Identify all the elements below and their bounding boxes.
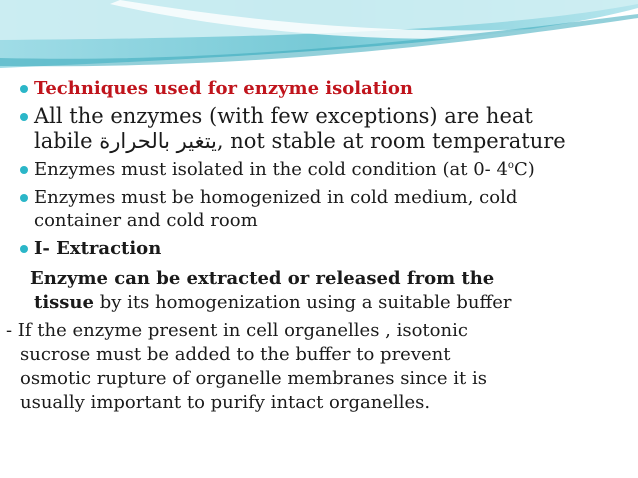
text-line: usually important to purify intact organelles. xyxy=(20,392,431,413)
text-line: Enzyme can be extracted or released from the xyxy=(30,268,495,289)
heading-techniques: Techniques used for enzyme isolation xyxy=(34,78,414,99)
header-wave-decoration xyxy=(0,0,638,80)
round-teal-bullet-icon xyxy=(20,194,28,202)
round-teal-bullet-icon xyxy=(20,166,28,174)
text-line: Enzymes must isolated in the cold condition (at 0- 4$^o$C) xyxy=(34,159,535,180)
text-line: container and cold room xyxy=(34,210,258,231)
text-line: All the enzymes (with few exceptions) are heat xyxy=(34,104,533,128)
section-heading: I- Extraction xyxy=(34,238,162,259)
text-line: Enzymes must be homogenized in cold medium, cold xyxy=(34,187,518,208)
text-line: osmotic rupture of organelle membranes since it is xyxy=(20,368,487,389)
round-teal-bullet-icon xyxy=(20,245,28,253)
text-line: - If the enzyme present in cell organelles , isotonic xyxy=(6,320,468,341)
text-line: tissue by its homogenization using a suitable buffer xyxy=(34,292,512,313)
text-line: sucrose must be added to the buffer to prevent xyxy=(20,344,451,365)
arabic-text: يتغير بالحرارة xyxy=(99,129,217,153)
round-teal-bullet-icon xyxy=(20,113,28,121)
round-teal-bullet-icon xyxy=(20,85,28,93)
text-line: labile يتغير بالحرارة, not stable at room temperature xyxy=(34,129,566,153)
